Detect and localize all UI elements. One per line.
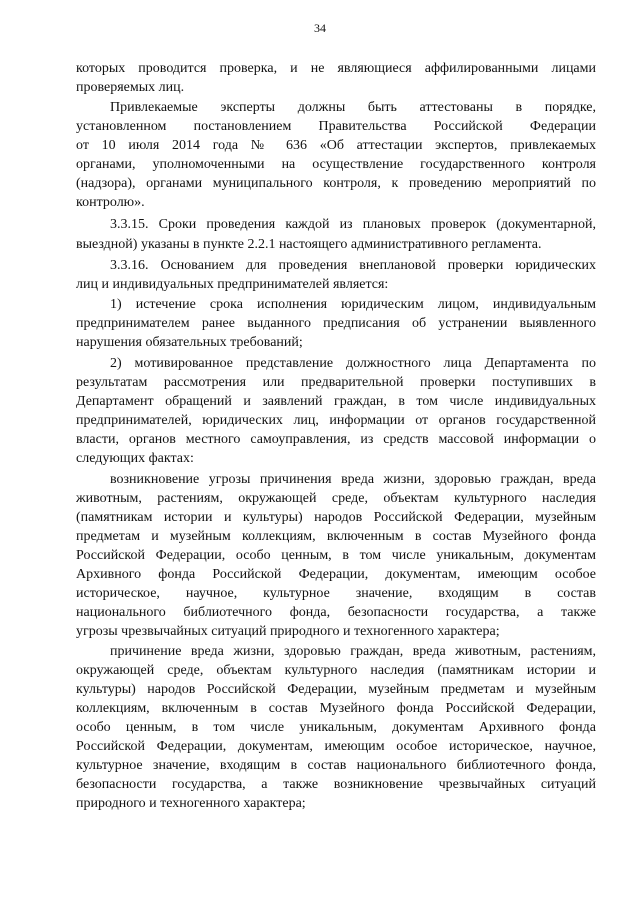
text-line: особо ценным, в том числе уникальным, документам Архивного фонда <box>76 720 596 735</box>
text-line: культуры) народов Российской Федерации, музейным предметам и музейным <box>76 682 596 697</box>
text-line: предпринимателем ранее выданного предписания об устранении выявленного <box>76 316 596 331</box>
text-line: коллекциям, включенным в состав Музейного фонда Российской Федерации, <box>76 701 596 716</box>
text-line: угрозы чрезвычайных ситуаций природного и техногенного характера; <box>76 624 500 639</box>
text-line: безопасности государства, а также возникновение чрезвычайных ситуаций <box>76 777 596 792</box>
text-line: 3.3.15. Сроки проведения каждой из плановых проверок (документарной, <box>110 217 596 232</box>
text-line: предметам и музейным коллекциям, включенным в состав Музейного фонда <box>76 529 596 544</box>
text-line: выездной) указаны в пункте 2.2.1 настоящего административного регламента. <box>76 237 542 252</box>
text-line: национального библиотечного фонда, безопасности государства, а также <box>76 605 596 620</box>
text-line: животным, растениям, окружающей среде, объектам культурного наследия <box>76 491 596 506</box>
text-line: (памятникам истории и культуры) народов Российской Федерации, музейным <box>76 510 596 525</box>
text-line: природного и техногенного характера; <box>76 796 306 811</box>
text-line: 2) мотивированное представление должностного лица Департамента по <box>110 356 596 371</box>
text-line: 1) истечение срока исполнения юридическим лицом, индивидуальным <box>110 297 596 312</box>
text-line: культурное значение, входящим в состав национального библиотечного фонда, <box>76 758 596 773</box>
text-line: Российской Федерации, документам, имеющим особое историческое, научное, <box>76 739 596 754</box>
text-line: Департамент обращений и заявлений граждан, в том числе индивидуальных <box>76 394 596 409</box>
text-line: историческое, научное, культурное значение, входящим в состав <box>76 586 596 601</box>
text-line: от 10 июля 2014 года № 636 «Об аттестации экспертов, привлекаемых <box>76 138 596 153</box>
text-line: окружающей среде, объектам культурного наследия (памятникам истории и <box>76 663 596 678</box>
text-line: возникновение угрозы причинения вреда жизни, здоровью граждан, вреда <box>110 472 596 487</box>
text-line: установленном постановлением Правительства Российской Федерации <box>76 119 596 134</box>
text-line: которых проводится проверка, и не являющиеся аффилированными лицами <box>76 61 596 76</box>
text-line: органами, уполномоченными на осуществление государственного контроля <box>76 157 596 172</box>
text-line: 3.3.16. Основанием для проведения внеплановой проверки юридических <box>110 258 596 273</box>
text-line: проверяемых лиц. <box>76 80 185 95</box>
text-line: контролю». <box>76 195 145 210</box>
text-line: (надзора), органами муниципального контроля, к проведению мероприятий по <box>76 176 596 191</box>
text-line: причинение вреда жизни, здоровью граждан, вреда животным, растениям, <box>110 644 596 659</box>
page-number: 34 <box>314 21 326 35</box>
text-line: власти, органов местного самоуправления, из средств массовой информации о <box>76 432 596 447</box>
text-line: лиц и индивидуальных предпринимателей является: <box>76 277 389 292</box>
text-line: предпринимателей, юридических лиц, информации от органов государственной <box>76 413 596 428</box>
text-line: Архивного фонда Российской Федерации, документам, имеющим особое <box>76 567 596 582</box>
text-line: результатам рассмотрения или предварительной проверки поступивших в <box>76 375 596 390</box>
text-line: нарушения обязательных требований; <box>76 335 303 350</box>
text-line: Привлекаемые эксперты должны быть аттестованы в порядке, <box>110 100 596 115</box>
text-line: Российской Федерации, особо ценным, в том числе уникальным, документам <box>76 548 596 563</box>
text-line: следующих фактах: <box>76 451 194 466</box>
